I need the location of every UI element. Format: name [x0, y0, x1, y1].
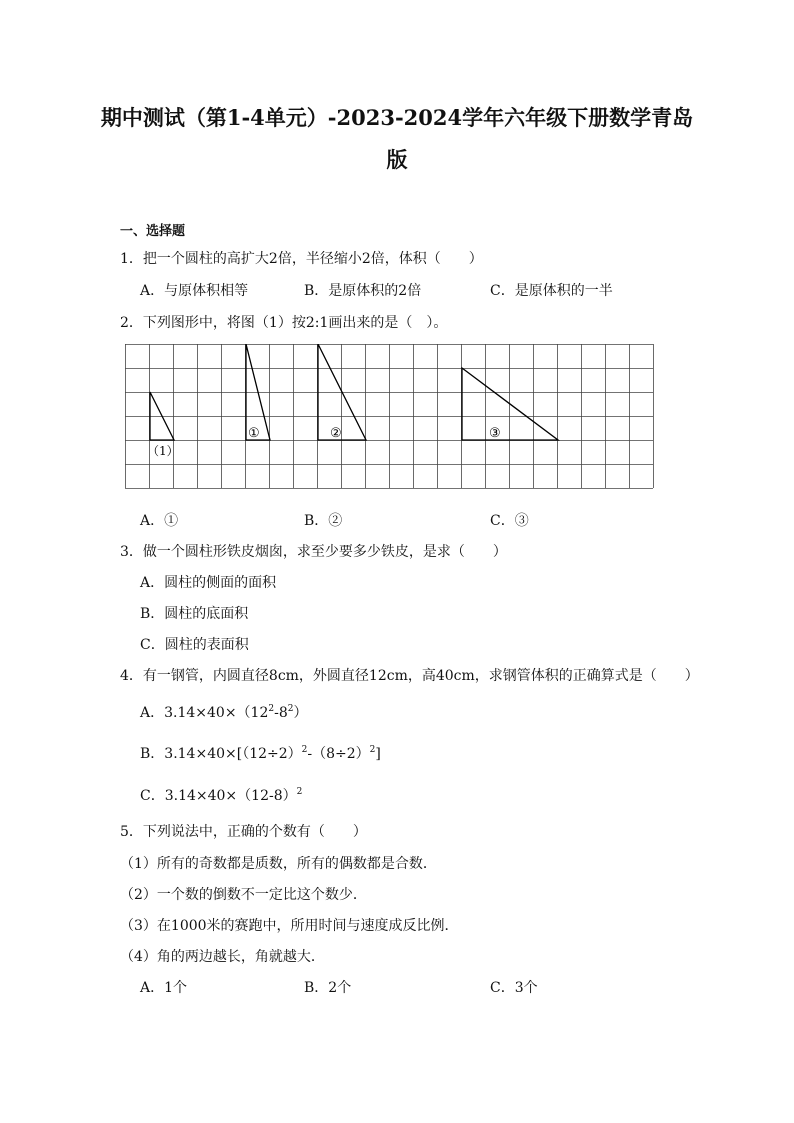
q4-option-a[interactable] [140, 702, 307, 722]
q1-stem: 1．把一个圆柱的高扩大2倍，半径缩小2倍，体积（ ） [120, 251, 483, 267]
q5-stem: 5．下列说法中，正确的个数有（ ） [120, 824, 367, 840]
q2-option-b[interactable]: B．② [304, 513, 343, 529]
q1-option-b[interactable]: B．是原体积的2倍 [304, 283, 422, 299]
q4-a-text-1: A．3.14×40×（12 [140, 705, 269, 721]
triangle-circled-2 [318, 344, 366, 440]
q5-statement-2: （2）一个数的倒数不一定比这个数少． [120, 887, 367, 903]
q3-option-b[interactable]: B．圆柱的底面积 [140, 606, 249, 622]
document-title-line-2: 版 [386, 147, 408, 172]
q2-grid-figure [125, 344, 660, 494]
q4-b-text-2: -（8÷2） [307, 746, 370, 762]
q4-b-text-1: B．3.14×40×[（12÷2） [140, 746, 302, 762]
document-title-line-1: 期中测试（第1-4单元）-2023-2024学年六年级下册数学青岛 [100, 105, 694, 130]
q4-b-exponent-2: 2 [369, 745, 376, 755]
q4-b-exponent-1: 2 [301, 745, 308, 755]
q4-c-exponent: 2 [296, 787, 303, 797]
q1-option-a[interactable]: A．与原体积相等 [140, 283, 249, 299]
section-heading: 一、选择题 [120, 224, 186, 239]
fig-label-circled-1: ① [248, 426, 260, 441]
q2-option-a[interactable]: A．① [140, 513, 179, 529]
q4-option-b[interactable] [140, 743, 381, 763]
q4-a-text-3: ） [293, 705, 308, 721]
q4-c-text-1: C．3.14×40×（12-8） [140, 788, 297, 804]
q3-stem: 3．做一个圆柱形铁皮烟囱，求至少要多少铁皮，是求（ ） [120, 544, 507, 560]
fig-label-circled-3: ③ [489, 426, 501, 441]
triangle-circled-3 [462, 368, 558, 440]
triangle-1 [150, 392, 174, 440]
q5-statement-4: （4）角的两边越长，角就越大． [120, 949, 325, 965]
q2-option-c[interactable]: C．③ [490, 513, 529, 529]
grid-lines [125, 344, 654, 489]
q3-option-a[interactable]: A．圆柱的侧面的面积 [140, 575, 277, 591]
fig-label-circled-2: ② [330, 426, 342, 441]
q5-statement-1: （1）所有的奇数都是质数，所有的偶数都是合数． [120, 856, 437, 872]
q1-option-c[interactable]: C．是原体积的一半 [490, 283, 613, 299]
fig-label-1: （1） [147, 444, 179, 458]
q3-option-c[interactable]: C．圆柱的表面积 [140, 637, 249, 653]
q4-a-text-2: -8 [274, 705, 288, 721]
q4-stem: 4．有一钢管，内圆直径8cm，外圆直径12cm，高40cm，求钢管体积的正确算式是（ ） [120, 668, 699, 684]
q5-option-b[interactable]: B．2个 [304, 980, 352, 996]
q4-b-text-3: ] [375, 746, 381, 762]
q4-a-exponent-1: 2 [268, 704, 275, 714]
q5-option-a[interactable]: A．1个 [140, 980, 188, 996]
q5-statement-3: （3）在1000米的赛跑中，所用时间与速度成反比例． [120, 918, 459, 934]
q4-option-c[interactable] [140, 785, 302, 805]
q2-stem: 2．下列图形中，将图（1）按2:1画出来的是（ ）。 [120, 315, 448, 331]
q4-a-exponent-2: 2 [287, 704, 294, 714]
q5-option-c[interactable]: C．3个 [490, 980, 538, 996]
